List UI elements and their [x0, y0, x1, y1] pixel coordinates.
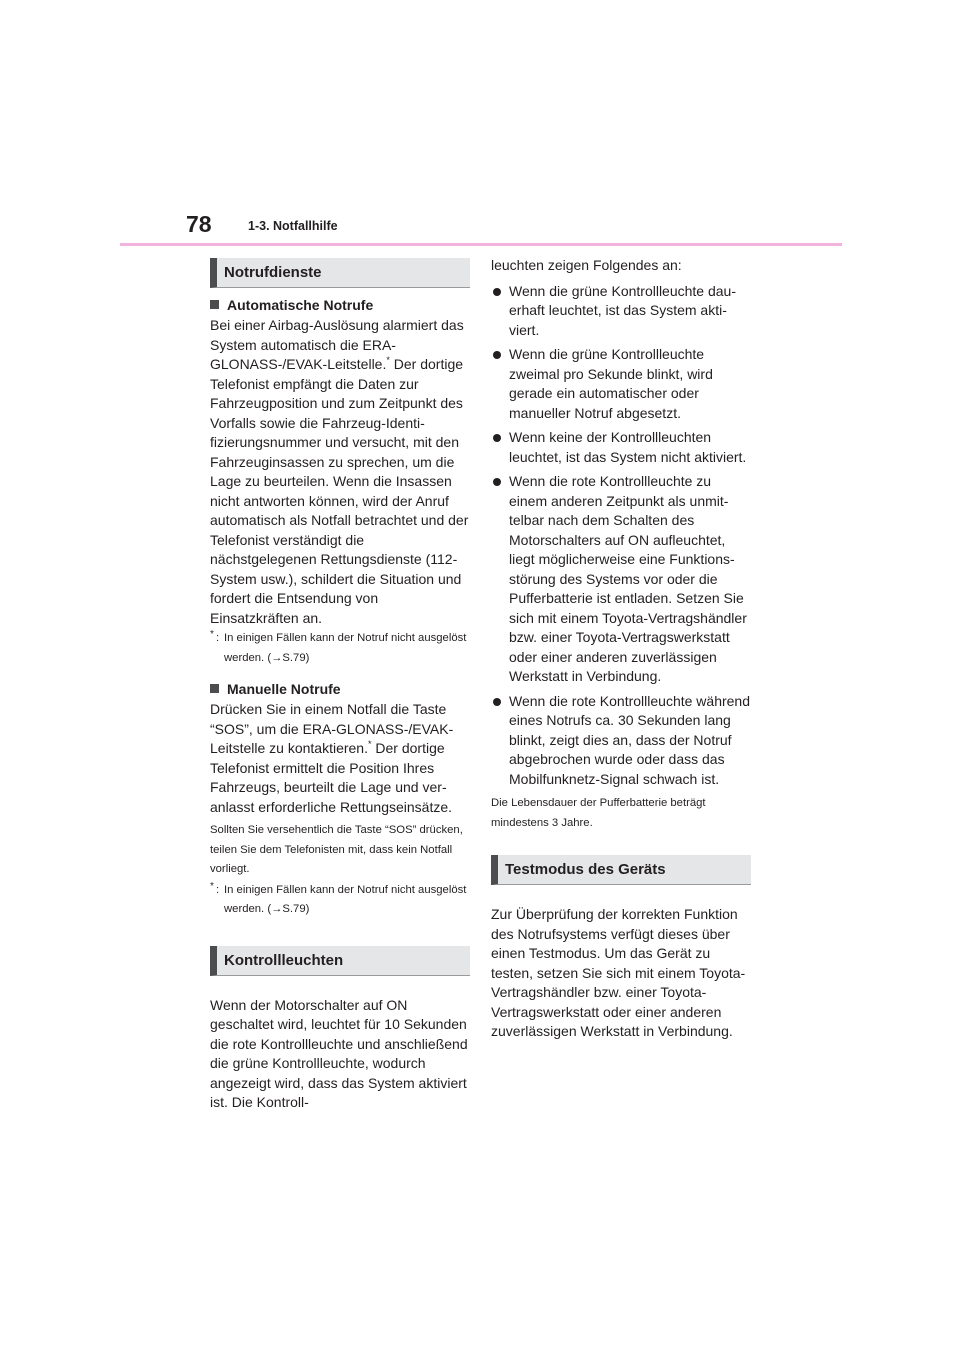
subheading-automatic [210, 296, 470, 315]
paragraph-manual-part2: Der dortige Telefonist ermittelt die Position Ihres Fahrzeugs, beurteilt die Lage und veranlasst erforderliche Rettungseinsätze. [210, 740, 453, 815]
footnote-asterisk: * [210, 629, 214, 640]
list-item [491, 692, 751, 790]
section-label: 1-3. Notfallhilfe [248, 219, 338, 233]
footnote-marker: * [367, 739, 372, 749]
list-item-text: Wenn die rote Kontrollleuchte zu einem anderen Zeitpunkt als unmittelbar nach dem Schalten des Motorschalters auf ON aufleuchtet, liegt möglicherweise eine Funktionsstörung des Systems vor oder die Pufferbatterie ist entladen. Setzen Sie sich mit einem Toyota-Vertragshändler bzw. einer Toyota-Vertragswerkstatt oder einer anderen zuverlässigen Werkstatt in Verbindung. [509, 473, 747, 684]
list-item-text: Wenn die grüne Kontrollleuchte dauerhaft leuchtet, ist das System aktiviert. [509, 282, 737, 338]
paragraph-manual [210, 700, 470, 817]
list-item-text: Wenn die rote Kontrollleuchte während eines Notrufs ca. 30 Sekunden lang blinkt, zeigt dies an, dass der Notruf abgebrochen wurde oder dass das Mobilfunknetz-Signal schwach ist. [509, 692, 751, 787]
section-heading-kontrollleuchten: Kontrollleuchten [210, 946, 470, 976]
bullet-dot-icon [493, 698, 501, 706]
footnote-colon: : [216, 883, 220, 896]
header-rule [120, 243, 842, 246]
manual-note: Sollten Sie versehentlich die Taste “SOS” drücken, teilen Sie dem Telefonisten mit, dass kein Notfall vorliegt. [210, 824, 463, 875]
section-heading-testmodus: Testmodus des Geräts [491, 855, 751, 885]
right-column [491, 256, 751, 1042]
bullet-dot-icon [493, 351, 501, 359]
list-item [491, 345, 751, 423]
paragraph-automatic [210, 316, 470, 628]
square-bullet-icon [210, 684, 219, 693]
bullet-dot-icon [493, 434, 501, 442]
list-item [491, 472, 751, 687]
bullet-dot-icon [493, 478, 501, 486]
list-item [491, 428, 751, 467]
list-item-text: Wenn die grüne Kontrollleuchte zweimal pro Sekunde blinkt, wird gerade ein automatischer oder manueller Notruf abgesetzt. [509, 346, 713, 421]
paragraph-manual-part1: Drücken Sie in einem Notfall die Taste “SOS”, um die ERA-GLONASS-/EVAK-Leitstelle zu kontaktieren. [210, 701, 454, 756]
paragraph-testmodus: Zur Überprüfung der korrekten Funktion des Notrufsystems verfügt dieses über einen Testmodus. Um das Gerät zu testen, setzen Sie sich mit einem Toyota-Vertragshändler bzw. einer Toyota-Vertragswerkstatt oder einer anderen zuverlässigen Werkstatt in Verbindung. [491, 906, 746, 1039]
footnote-1-text: In einigen Fällen kann der Notruf nicht ausgelöst werden. (→S.79) [224, 632, 467, 664]
footnote-colon: : [216, 632, 220, 644]
battery-note: Die Lebensdauer der Pufferbatterie beträgt mindestens 3 Jahre. [491, 797, 706, 829]
paragraph-automatic-part1: Bei einer Airbag-Auslösung alarmiert das System automatisch die ERA-GLONASS-/EVAK-Leitstelle. [210, 317, 464, 372]
subheading-manual-text: Manuelle Notrufe [227, 681, 341, 697]
square-bullet-icon [210, 300, 219, 309]
bullet-dot-icon [493, 288, 501, 296]
section-heading-notrufdienste: Notrufdienste [210, 258, 470, 288]
subheading-automatic-text: Automatische Notrufe [227, 297, 374, 313]
footnote-asterisk: * [210, 880, 214, 892]
paragraph-kontrollleuchten: Wenn der Motorschalter auf ON geschaltet wird, leuchtet für 10 Sekunden die rote Kontrollleuchte und anschließend die grüne Kontrollleuchte, wodurch angezeigt wird, dass das System aktiviert ist. Die Kontroll- [210, 996, 468, 1110]
footnote-marker: * [386, 355, 390, 365]
page-number: 78 [186, 211, 212, 237]
left-column [210, 258, 470, 1113]
subheading-manual [210, 680, 470, 699]
list-item [491, 282, 751, 341]
paragraph-automatic-part2: Der dortige Telefonist empfängt die Daten zur Fahrzeugposition und zum Zeitpunkt des Vorfalls sowie die Fahrzeug-Identifizierungsnummer und versucht, mit den Fahrzeuginsassen zu sprechen, um die Lage zu beurteilen. Wenn die Insassen nicht antworten können, wird der Anruf automatisch als Notfall betrachtet und der Telefonist verständigt die nächstgelegenen Rettungsdienste (112-System usw.), schildert die Situation und fordert die Entsendung von Einsatzkräften an. [210, 356, 469, 626]
footnote-2-text: In einigen Fällen kann der Notruf nicht ausgelöst werden. (→S.79) [224, 883, 467, 915]
footnote-1 [210, 629, 470, 668]
footnote-2 [210, 881, 470, 920]
list-item-text: Wenn keine der Kontrollleuchten leuchtet, ist das System nicht aktiviert. [509, 429, 747, 465]
paragraph-intro: leuchten zeigen Folgendes an: [491, 257, 682, 273]
